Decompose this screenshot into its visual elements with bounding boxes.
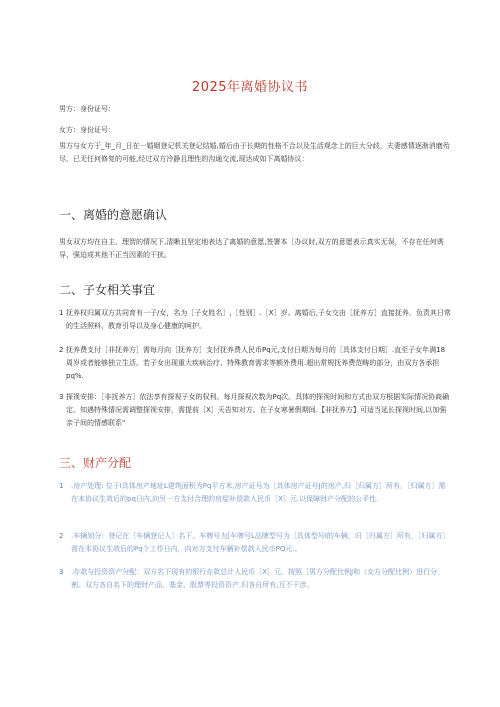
intro-paragraph: 男方与女方于_年_月_日在一婚姻登记机关登记结婚,婚后由于长期的性格不合以及生活观念上的巨大分歧，夫妻感情逐渐消磨殆尽，已无任何修复的可能,经过双方冷静且理性的沟通交流,现达成如下离婚协议： [59,142,450,163]
list-item-text: 抚养权归属双方共同育有一子/女，名为［子女姓名］,［性别］.［X］岁。离婚后,子女交由［抚养方］直接抚养，负责其日常的生活照料、教育引导以及身心健康的呵护。 [66,309,451,330]
list-item [59,307,451,333]
list-item-number: 3 [59,568,64,576]
list-item-number: 2 [59,346,64,354]
section-heading-children: 二、子女相关事宜 [59,283,156,297]
list-item-number: 3 [59,393,64,401]
list-item-number: 1 [59,309,64,317]
list-item [59,391,451,430]
list-item [59,530,451,556]
female-id-line: 女方：身份证号： [59,126,115,134]
list-item-text: .房产处理: 位于I具体房产地址L建筑面积为Pq平方米,房产证号为［具体房产证号J的房产,归［归属方］所有，［归属方］需在本协议生效后的pq日内,向另一方支付合理的房屋补偿款人民币［X］元.以保障财产分配的公平性. [71,482,446,503]
list-item [59,480,451,506]
document-title: 2025年离婚协议书 [191,80,309,95]
list-item [59,344,451,383]
list-item-text: 抚养费支付［非抚养方］需每月向［抚养方］支付抚养费人民币Pq元,支付日期为每月的［具体支付日期］.直至子女年满18周岁或者能够独立生活。若子女出现重大疾病治疗、特殊教育需求等额外费用.超出常规抚养费范畴的部分，由双方各承担pq%. [66,346,446,380]
divorce-intent-paragraph: 男女双方均在自主、理智的情况下,清晰且坚定地表达了离婚的意愿,签署本［办议时,双方的意愿表示真实无误，不存在任何诱导、强迫或其他不正当因素的干扰。 [59,238,444,259]
list-item-number: 2 [59,532,64,540]
list-item-text: .车辆划分：登记在［车辆登记人］名下、车牌号为[车牌号L品牌型号为［具体型号I的车辆，归［归属方］所有，［归属方］需在本协议生效后的Pq个工作日内，向对方支付车辆补偿款人民币PQ元.。 [71,532,450,553]
section-heading-property: 三、财产分配 [59,456,132,470]
section-heading-divorce-intent: 一、离婚的意愿确认 [59,208,168,222]
list-item-number: 1 [59,482,64,490]
male-id-line: 男方：身份证号： [59,105,115,113]
list-item-text: 探视安排：［非抚养方］依法享有探视子女的权利。每月探视次数为Pq次。具体的探视时间和方式由双方根据实际情况协商确定。知遇特殊情况需调整探视安排，需提前［X］天告知对方。在子女寒暑假期间.【非抚养方】可适当延长探视时间,以加强亲子间的情感联系" [66,393,450,427]
list-item-text: .存款与投资资产分配：双方名下现有的银行存款总计人民币［X］元，按照［男方分配比例J和（女方分配比例）进行分割。双方各自名下的理财产品、基金、股票等投资资产.归各自所有,互不干涉。 [71,568,438,589]
list-item [59,566,451,592]
